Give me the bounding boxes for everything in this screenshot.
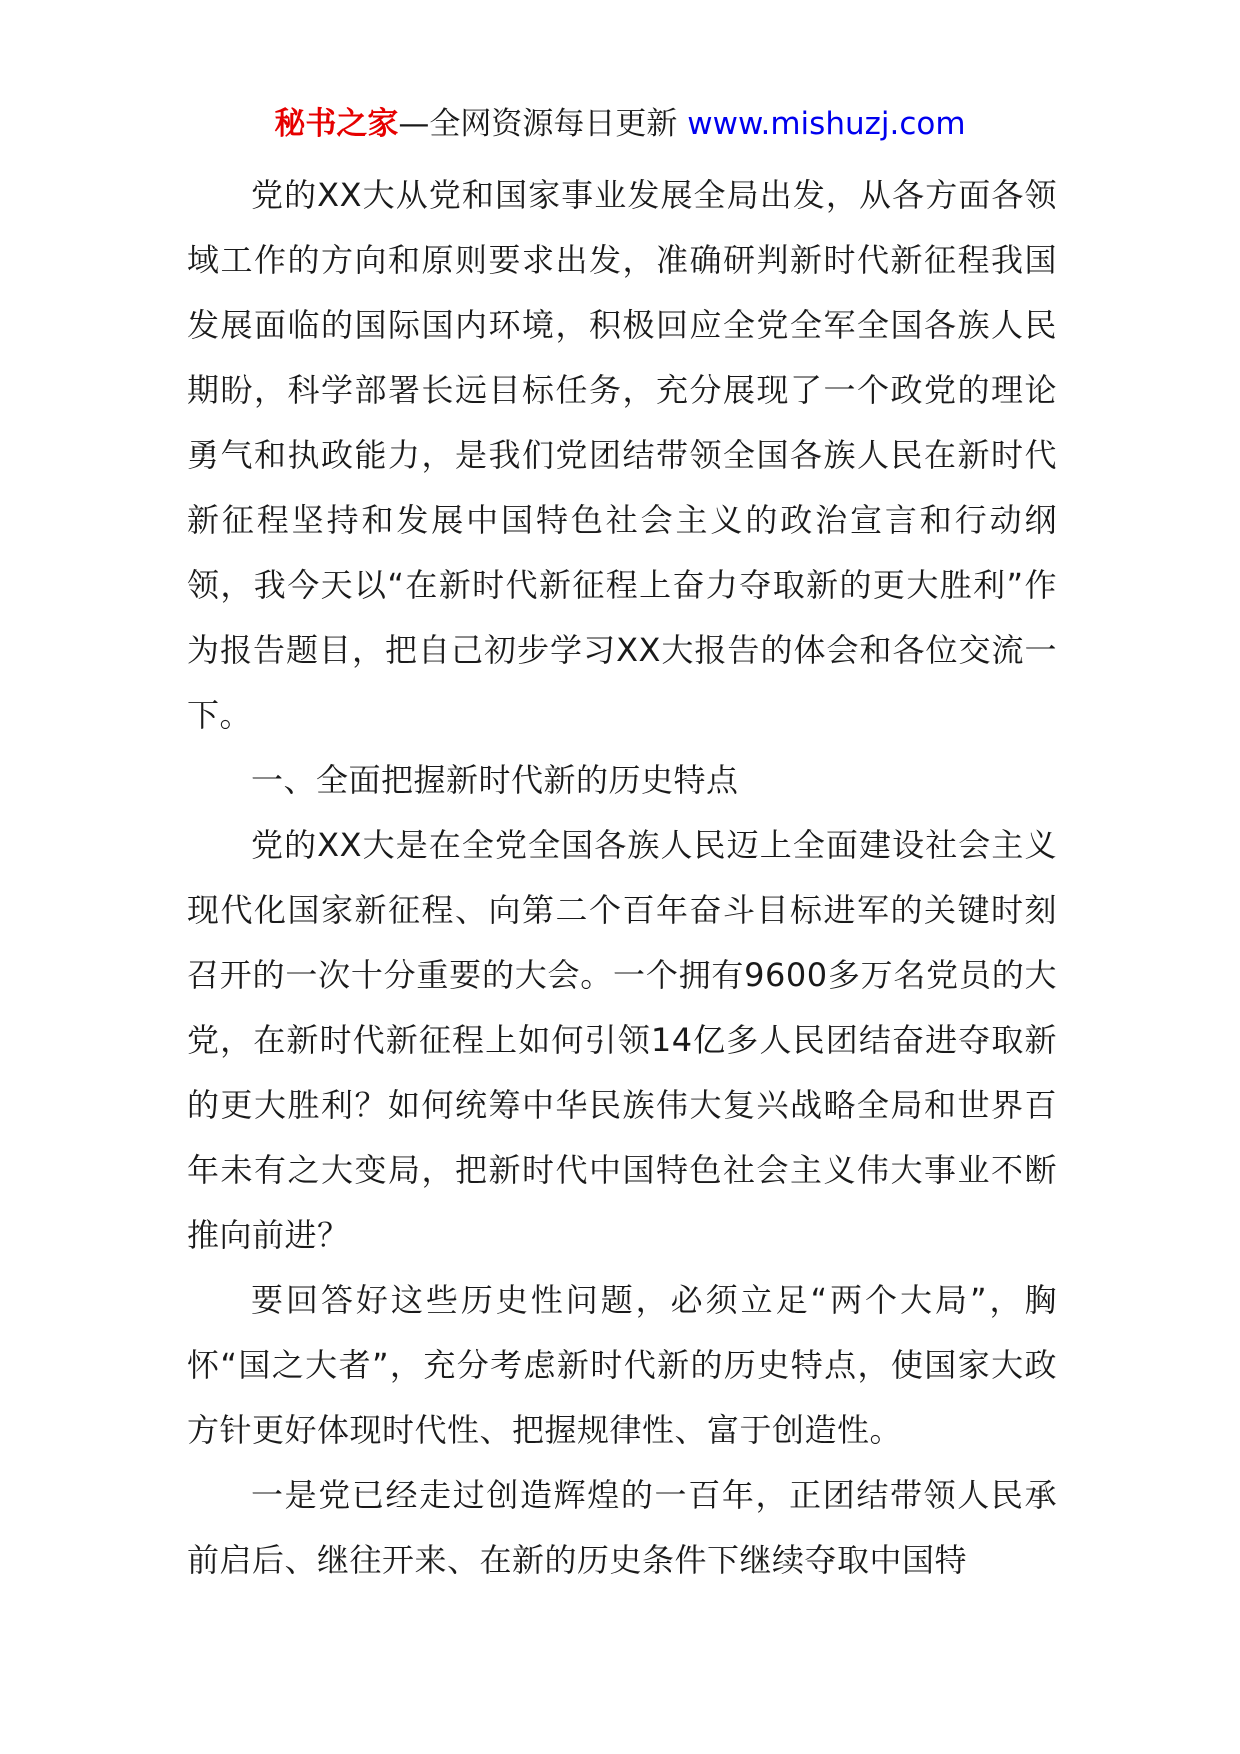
paragraph-answer: 要回答好这些历史性问题，必须立足“两个大局”，胸怀“国之大者”，充分考虑新时代新的历史特点，使国家大政方针更好体现时代性、把握规律性、富于创造性。 <box>187 1281 1057 1449</box>
document-body <box>187 163 1057 1593</box>
section-heading: 一、全面把握新时代新的历史特点 <box>251 761 739 799</box>
paragraph-intro: 党的XX大从党和国家事业发展全局出发，从各方面各领域工作的方向和原则要求出发，准确研判新时代新征程我国发展面临的国际国内环境，积极回应全党全军全国各族人民期盼，科学部署长远目标任务，充分展现了一个政党的理论勇气和执政能力，是我们党团结带领全国各族人民在新时代新征程坚持和发展中国特色社会主义的政治宣言和行动纲领，我今天以“在新时代新征程上奋力夺取新的更大胜利”作为报告题目，把自己初步学习XX大报告的体会和各位交流一下。 <box>187 176 1057 734</box>
site-header <box>0 102 1240 146</box>
paragraph-context: 党的XX大是在全党全国各族人民迈上全面建设社会主义现代化国家新征程、向第二个百年奋斗目标进军的关键时刻召开的一次十分重要的大会。一个拥有9600多万名党员的大党，在新时代新征程上如何引领14亿多人民团结奋进夺取新的更大胜利？如何统筹中华民族伟大复兴战略全局和世界百年未有之大变局，把新时代中国特色社会主义伟大事业不断推向前进？ <box>187 826 1057 1254</box>
paragraph-point-one: 一是党已经走过创造辉煌的一百年，正团结带领人民承前启后、继往开来、在新的历史条件下继续夺取中国特 <box>187 1476 1057 1579</box>
site-brand: 秘书之家 <box>274 106 399 142</box>
site-url-link[interactable]: www.mishuzj.com <box>687 106 966 142</box>
site-tagline: —全网资源每日更新 <box>398 106 678 142</box>
